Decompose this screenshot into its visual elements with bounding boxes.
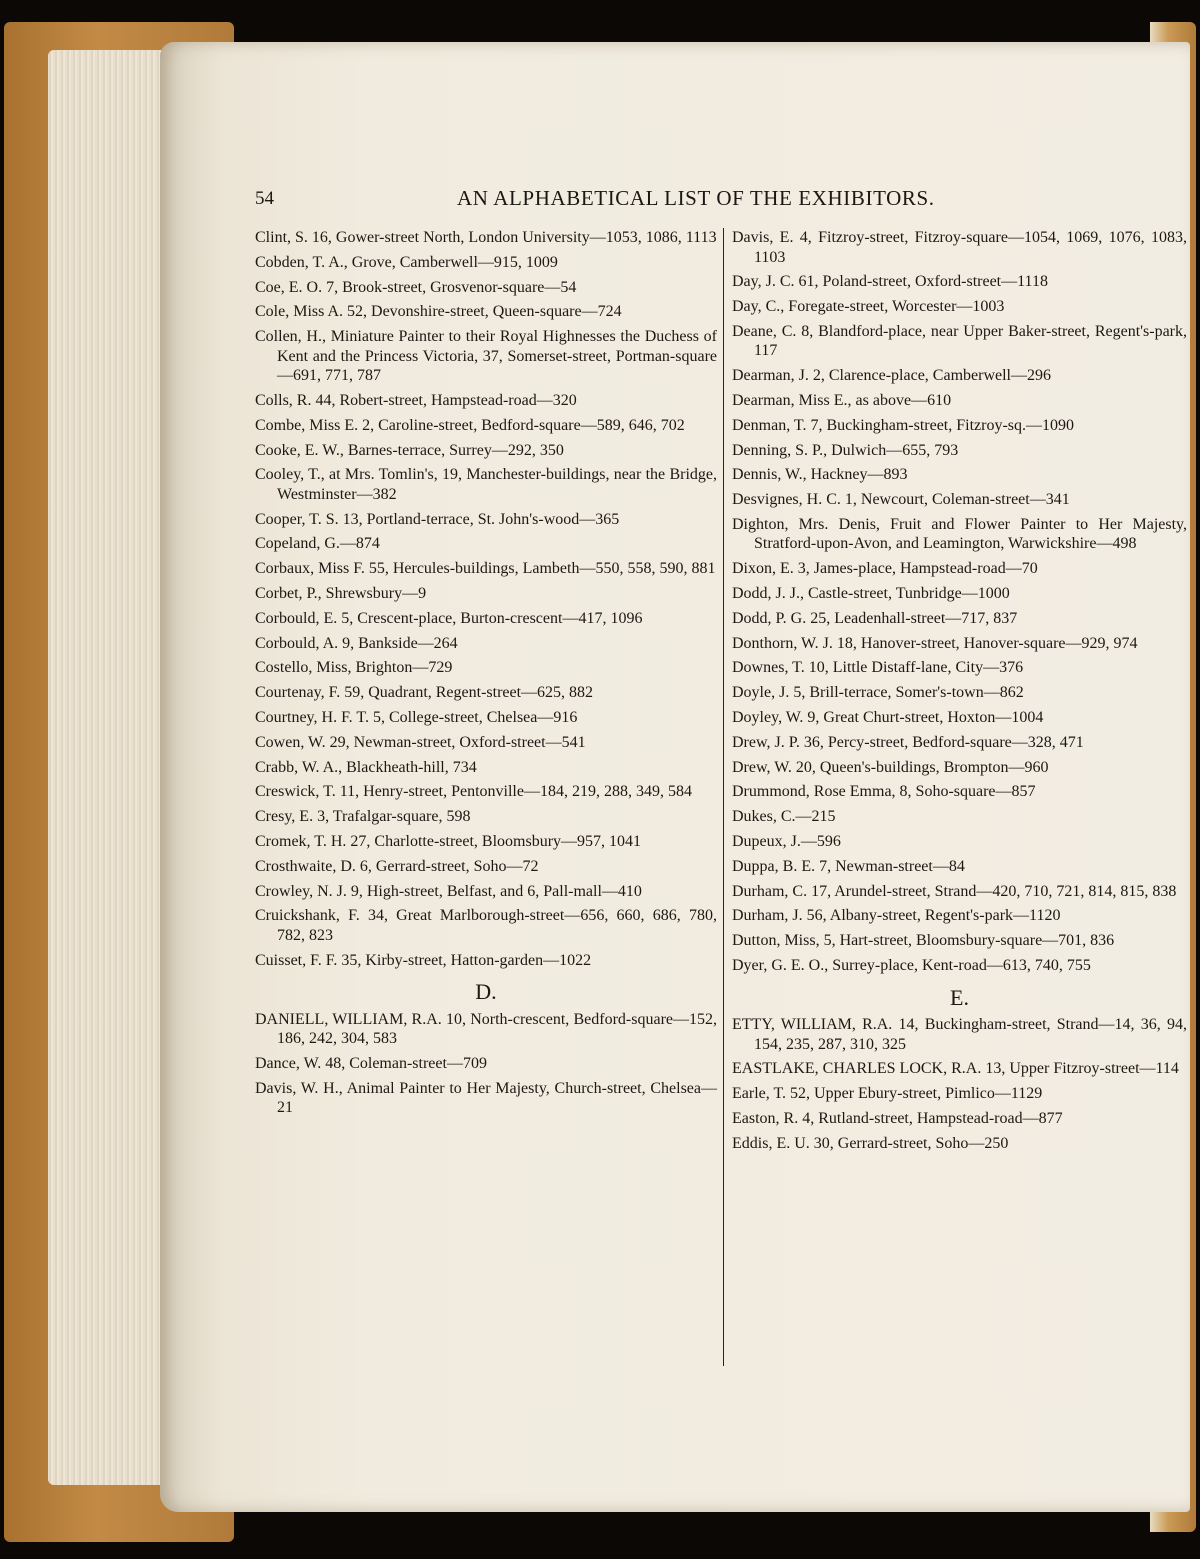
- exhibitor-entry: Cuisset, F. F. 35, Kirby-street, Hatton-garden—1022: [255, 951, 592, 969]
- left-entry-list: [255, 228, 717, 970]
- exhibitor-entry: Day, C., Foregate-street, Worcester—1003: [732, 298, 1005, 316]
- e-entry-list: [732, 1015, 1187, 1153]
- exhibitor-entry: ETTY, WILLIAM, R.A. 14, Buckingham-street, Strand—14, 36, 94, 154, 235, 287, 310, 325: [732, 1016, 1187, 1053]
- exhibitor-entry: Dukes, C.—215: [732, 808, 836, 826]
- exhibitor-entry: Duppa, B. E. 7, Newman-street—84: [732, 857, 965, 875]
- exhibitor-entry: Dyer, G. E. O., Surrey-place, Kent-road—613, 740, 755: [732, 957, 1091, 975]
- exhibitor-entry: Denman, T. 7, Buckingham-street, Fitzroy-sq.—1090: [732, 416, 1075, 434]
- exhibitor-entry: Courtenay, F. 59, Quadrant, Regent-street—625, 882: [255, 684, 594, 702]
- exhibitor-entry: Earle, T. 52, Upper Ebury-street, Pimlico—1129: [732, 1085, 1043, 1103]
- page-header: [255, 186, 1185, 218]
- exhibitor-entry: DANIELL, WILLIAM, R.A. 10, North-crescent, Bedford-square—152, 186, 242, 304, 583: [255, 1010, 717, 1048]
- exhibitor-entry: Combe, Miss E. 2, Caroline-street, Bedford-square—589, 646, 702: [255, 416, 685, 434]
- exhibitor-entry: Crabb, W. A., Blackheath-hill, 734: [255, 758, 477, 776]
- exhibitor-entry: Costello, Miss, Brighton—729: [255, 659, 453, 677]
- exhibitor-entry: Cromek, T. H. 27, Charlotte-street, Bloomsbury—957, 1041: [255, 833, 642, 851]
- d-entry-list: [255, 1010, 717, 1118]
- exhibitor-entry: Courtney, H. F. T. 5, College-street, Chelsea—916: [255, 709, 578, 727]
- exhibitor-entry: Doyle, J. 5, Brill-terrace, Somer's-town—862: [732, 684, 1024, 702]
- exhibitor-entry: Dennis, W., Hackney—893: [732, 466, 908, 484]
- exhibitor-entry: Colls, R. 44, Robert-street, Hampstead-road—320: [255, 391, 577, 409]
- exhibitor-entry: Donthorn, W. J. 18, Hanover-street, Hanover-square—929, 974: [732, 634, 1138, 652]
- section-letter-e: E.: [950, 984, 969, 1010]
- exhibitor-entry: Creswick, T. 11, Henry-street, Pentonville—184, 219, 288, 349, 584: [255, 783, 692, 801]
- exhibitor-entry: Day, J. C. 61, Poland-street, Oxford-street—1118: [732, 273, 1048, 291]
- section-letter-d: D.: [475, 979, 497, 1005]
- exhibitor-entry: Coe, E. O. 7, Brook-street, Grosvenor-square—54: [255, 278, 577, 296]
- exhibitor-entry: Doyley, W. 9, Great Churt-street, Hoxton—1004: [732, 709, 1044, 727]
- exhibitor-entry: Copeland, G.—874: [255, 535, 380, 553]
- exhibitor-entry: Eddis, E. U. 30, Gerrard-street, Soho—250: [732, 1134, 1009, 1152]
- exhibitor-entry: Cooley, T., at Mrs. Tomlin's, 19, Manchester-buildings, near the Bridge, Westminster—382: [255, 466, 717, 503]
- exhibitor-entry: Drew, W. 20, Queen's-buildings, Brompton—960: [732, 758, 1049, 776]
- exhibitor-entry: Crowley, N. J. 9, High-street, Belfast, and 6, Pall-mall—410: [255, 882, 642, 900]
- right-column: [732, 228, 1187, 1159]
- exhibitor-entry: Easton, R. 4, Rutland-street, Hampstead-road—877: [732, 1109, 1063, 1127]
- exhibitor-entry: Cole, Miss A. 52, Devonshire-street, Queen-square—724: [255, 303, 622, 321]
- exhibitor-entry: EASTLAKE, CHARLES LOCK, R.A. 13, Upper Fitzroy-street—114: [732, 1060, 1179, 1078]
- exhibitor-entry: Drummond, Rose Emma, 8, Soho-square—857: [732, 783, 1036, 801]
- exhibitor-entry: Cowen, W. 29, Newman-street, Oxford-street—541: [255, 733, 586, 751]
- column-divider: [723, 228, 724, 1366]
- right-entry-list: [732, 228, 1187, 976]
- exhibitor-entry: Cobden, T. A., Grove, Camberwell—915, 1009: [255, 253, 558, 271]
- exhibitor-entry: Corbaux, Miss F. 55, Hercules-buildings, Lambeth—550, 558, 590, 881: [255, 560, 716, 578]
- exhibitor-entry: Cresy, E. 3, Trafalgar-square, 598: [255, 808, 471, 826]
- exhibitor-entry: Corbould, E. 5, Crescent-place, Burton-crescent—417, 1096: [255, 609, 643, 627]
- exhibitor-entry: Dupeux, J.—596: [732, 833, 841, 851]
- exhibitor-entry: Dodd, J. J., Castle-street, Tunbridge—1000: [732, 585, 1010, 603]
- running-title: AN ALPHABETICAL LIST OF THE EXHIBITORS.: [457, 186, 935, 210]
- exhibitor-entry: Clint, S. 16, Gower-street North, London University—1053, 1086, 1113: [255, 229, 717, 246]
- exhibitor-entry: Downes, T. 10, Little Distaff-lane, City—376: [732, 659, 1024, 677]
- exhibitor-entry: Davis, W. H., Animal Painter to Her Majesty, Church-street, Chelsea—21: [255, 1079, 717, 1117]
- exhibitor-entry: Dighton, Mrs. Denis, Fruit and Flower Painter to Her Majesty, Stratford-upon-Avon, and Leamington, Warwickshire—498: [732, 515, 1187, 553]
- exhibitor-entry: Dearman, J. 2, Clarence-place, Camberwell—296: [732, 367, 1051, 385]
- exhibitor-entry: Dance, W. 48, Coleman-street—709: [255, 1055, 487, 1073]
- exhibitor-entry: Corbould, A. 9, Bankside—264: [255, 634, 458, 652]
- exhibitor-entry: Davis, E. 4, Fitzroy-street, Fitzroy-square—1054, 1069, 1076, 1083, 1103: [732, 229, 1187, 266]
- exhibitor-entry: Collen, H., Miniature Painter to their Royal Highnesses the Duchess of Kent and the Princess Victoria, 37, Somerset-street, Portman-square—691, 771, 787: [255, 328, 717, 385]
- exhibitor-entry: Crosthwaite, D. 6, Gerrard-street, Soho—72: [255, 857, 539, 875]
- exhibitor-entry: Deane, C. 8, Blandford-place, near Upper Baker-street, Regent's-park, 117: [732, 322, 1187, 360]
- exhibitor-entry: Drew, J. P. 36, Percy-street, Bedford-square—328, 471: [732, 733, 1084, 751]
- exhibitor-entry: Dearman, Miss E., as above—610: [732, 391, 952, 409]
- left-column: [255, 228, 717, 1123]
- exhibitor-entry: Dixon, E. 3, James-place, Hampstead-road—70: [732, 560, 1038, 578]
- exhibitor-entry: Cruickshank, F. 34, Great Marlborough-street—656, 660, 686, 780, 782, 823: [255, 907, 717, 944]
- exhibitor-entry: Durham, C. 17, Arundel-street, Strand—420, 710, 721, 814, 815, 838: [732, 882, 1177, 900]
- exhibitor-entry: Corbet, P., Shrewsbury—9: [255, 585, 427, 603]
- page-number: 54: [255, 188, 274, 209]
- exhibitor-entry: Dodd, P. G. 25, Leadenhall-street—717, 837: [732, 609, 1018, 627]
- exhibitor-entry: Durham, J. 56, Albany-street, Regent's-park—1120: [732, 907, 1061, 925]
- exhibitor-entry: Desvignes, H. C. 1, Newcourt, Coleman-street—341: [732, 491, 1070, 509]
- exhibitor-entry: Cooper, T. S. 13, Portland-terrace, St. John's-wood—365: [255, 510, 620, 528]
- exhibitor-entry: Cooke, E. W., Barnes-terrace, Surrey—292, 350: [255, 441, 564, 459]
- exhibitor-entry: Denning, S. P., Dulwich—655, 793: [732, 441, 959, 459]
- exhibitor-entry: Dutton, Miss, 5, Hart-street, Bloomsbury-square—701, 836: [732, 932, 1115, 950]
